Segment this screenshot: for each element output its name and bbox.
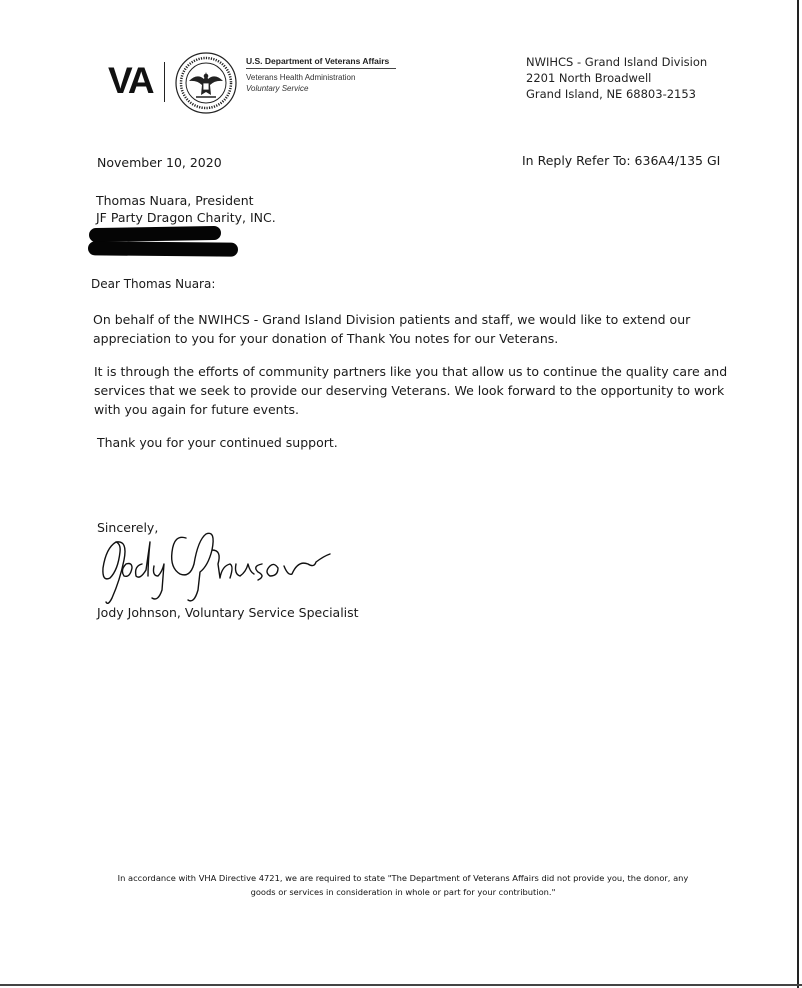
letter-date: November 10, 2020 xyxy=(97,155,222,170)
paragraph-line: appreciation to you for your donation of Thank You notes for our Veterans. xyxy=(93,331,559,346)
recipient-organization: JF Party Dragon Charity, INC. xyxy=(96,210,276,225)
vha-directive-footer xyxy=(100,871,706,899)
paragraph-line: with you again for future events. xyxy=(94,402,299,417)
return-address-line1: NWIHCS - Grand Island Division xyxy=(526,55,708,69)
va-logo: VA xyxy=(108,60,153,101)
body-paragraph-1 xyxy=(93,310,690,348)
redaction-bar xyxy=(88,241,238,256)
reference-number: In Reply Refer To: 636A4/135 GI xyxy=(522,153,721,168)
body-paragraph-2 xyxy=(94,362,727,419)
recipient-name: Thomas Nuara, President xyxy=(96,193,254,208)
department-rule xyxy=(246,68,396,69)
return-address-line2: 2201 North Broadwell xyxy=(526,71,652,85)
paragraph-line: It is through the efforts of community partners like you that allow us to continue the quality care and xyxy=(94,364,728,379)
footer-line: goods or services in consideration in whole or part for your contribution." xyxy=(250,887,556,897)
footer-line: In accordance with VHA Directive 4721, we are required to state "The Department of Veterans Affairs did not provide you, the donor, any xyxy=(117,873,689,883)
paragraph-line: services that we seek to provide our deserving Veterans. We look forward to the opportunity to work xyxy=(94,383,725,398)
service-name: Voluntary Service xyxy=(246,84,309,93)
scan-edge-right xyxy=(797,0,799,988)
paragraph-line: Thank you for your continued support. xyxy=(97,435,338,450)
administration-name: Veterans Health Administration xyxy=(246,73,356,82)
logo-divider xyxy=(164,62,165,102)
return-address-line3: Grand Island, NE 68803-2153 xyxy=(526,87,696,101)
va-seal-icon xyxy=(175,52,237,114)
closing: Sincerely, xyxy=(97,520,159,535)
signer-name: Jody Johnson, Voluntary Service Specialist xyxy=(97,605,359,620)
scan-edge-bottom xyxy=(0,984,802,986)
redaction-bar xyxy=(89,226,221,242)
salutation: Dear Thomas Nuara: xyxy=(91,277,216,291)
body-paragraph-3 xyxy=(97,433,338,452)
department-name: U.S. Department of Veterans Affairs xyxy=(246,56,390,66)
paragraph-line: On behalf of the NWIHCS - Grand Island Division patients and staff, we would like to extend our xyxy=(93,312,691,327)
